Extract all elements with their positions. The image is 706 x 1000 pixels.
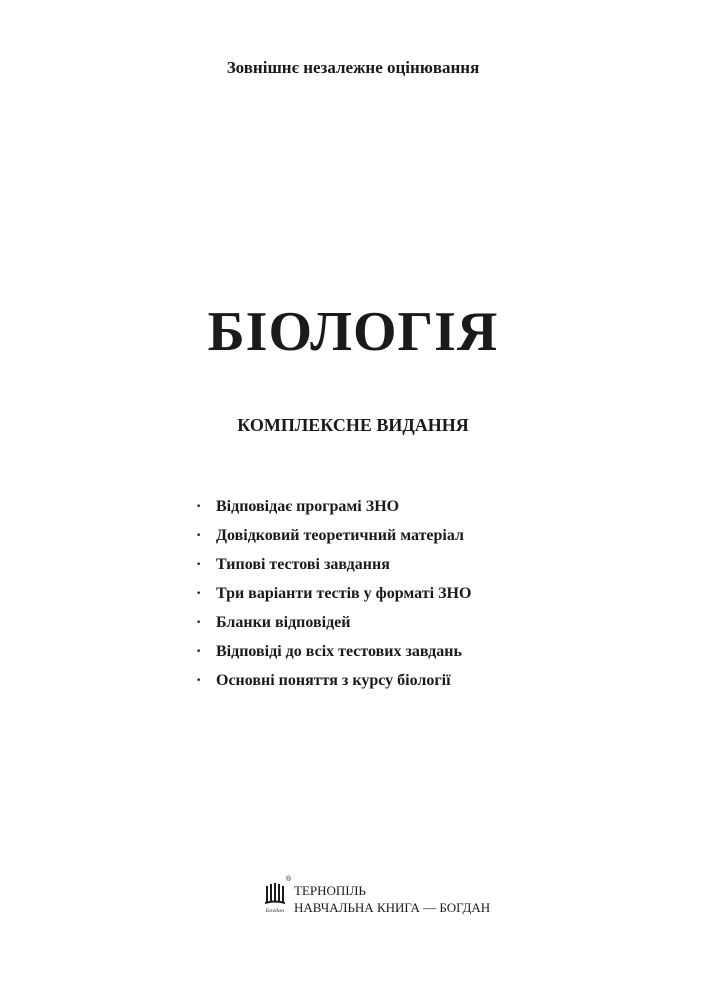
feature-text: Відповідає програмі ЗНО: [216, 498, 400, 515]
svg-text:Богдан: Богдан: [265, 908, 285, 914]
feature-text: Відповіді до всіх тестових завдань: [216, 643, 462, 660]
feature-item: [196, 666, 471, 695]
feature-item: [196, 550, 471, 579]
feature-item: [196, 521, 471, 550]
edition-subtitle: КОМПЛЕКСНЕ ВИДАННЯ: [237, 415, 469, 435]
feature-item: [196, 637, 471, 666]
feature-text: Три варіанти тестів у форматі ЗНО: [216, 585, 472, 602]
bullet-icon: ·: [196, 498, 202, 515]
book-logo-icon: [263, 882, 291, 916]
registered-mark: ®: [286, 876, 292, 883]
bullet-icon: ·: [196, 672, 202, 689]
feature-list: [196, 492, 471, 695]
bullet-icon: ·: [196, 527, 202, 544]
publisher-name: НАВЧАЛЬНА КНИГА — БОГДАН: [294, 900, 491, 915]
publisher-text: [294, 882, 490, 916]
feature-item: [196, 608, 471, 637]
bullet-icon: ·: [196, 556, 202, 573]
series-heading: Зовнішнє незалежне оцінювання: [226, 58, 480, 77]
feature-text: Бланки відповідей: [216, 614, 351, 631]
feature-text: Основні поняття з курсу біології: [216, 672, 451, 689]
bullet-icon: ·: [196, 614, 202, 631]
bullet-icon: ·: [196, 585, 202, 602]
feature-item: [196, 492, 471, 521]
feature-item: [196, 579, 471, 608]
publisher-city: ТЕРНОПІЛЬ: [294, 883, 366, 898]
bullet-icon: ·: [196, 643, 202, 660]
feature-text: Типові тестові завдання: [216, 556, 390, 573]
feature-text: Довідковий теоретичний матеріал: [216, 527, 464, 544]
book-title: БІОЛОГІЯ: [207, 301, 499, 363]
